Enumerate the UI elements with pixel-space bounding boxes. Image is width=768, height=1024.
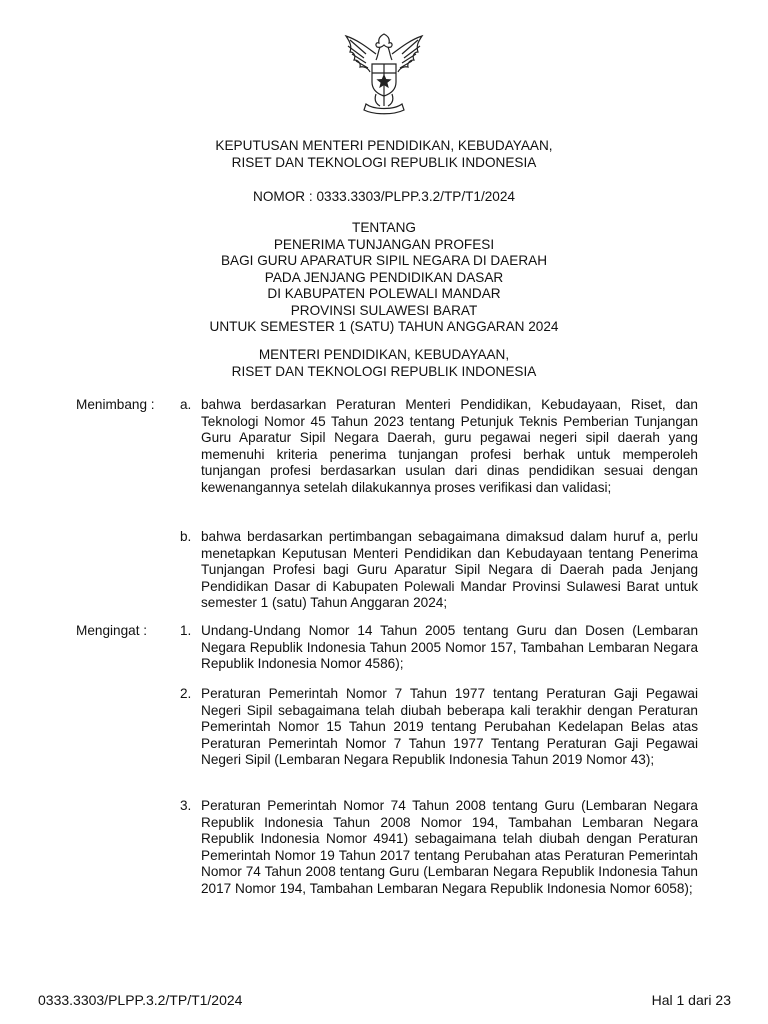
item-text: bahwa berdasarkan pertimbangan sebagaimana dimaksud dalam huruf a, perlu menetapkan Keputusan Menteri Pendidikan dan Kebudayaan tentang Penerima Tunjangan Profesi bagi Guru Aparatur Sipil Negara di Daerah pada Jenjang Pendidikan Dasar di Kabupaten Polewali Mandar Provinsi Sulawesi Barat untuk semester 1 (satu) Tahun Anggaran 2024;: [201, 529, 698, 610]
mengingat-item-1: [180, 623, 698, 673]
item-marker: 1.: [180, 623, 192, 638]
item-marker: a.: [180, 397, 192, 412]
tentang-line-1: TENTANG: [352, 220, 416, 235]
decree-title: [150, 138, 618, 171]
menteri-line-2: RISET DAN TEKNOLOGI REPUBLIK INDONESIA: [231, 363, 537, 379]
menimbang-label: Menimbang :: [76, 397, 155, 412]
tentang-line-3: BAGI GURU APARATUR SIPIL NEGARA DI DAERAH: [220, 253, 548, 268]
decree-number: [150, 189, 618, 206]
tentang-line-2: PENERIMA TUNJANGAN PROFESI: [273, 236, 495, 252]
menteri-line-1: MENTERI PENDIDIKAN, KEBUDAYAAN,: [258, 347, 510, 362]
tentang-line-7: UNTUK SEMESTER 1 (SATU) TAHUN ANGGARAN 2024: [209, 319, 559, 334]
footer-page-number: Hal 1 dari 23: [651, 992, 731, 1008]
item-text: Peraturan Pemerintah Nomor 7 Tahun 1977 tentang Peraturan Gaji Pegawai Negeri Sipil sebagaimana telah diubah beberapa kali terakhir dengan Peraturan Pemerintah Nomor 15 Tahun 2019 tentang Perubahan Kedelapan Belas atas Peraturan Pemerintah Nomor 7 Tahun 1977 Tentang Peraturan Gaji Pegawai Negeri Sipil (Lembaran Negara Republik Indonesia Tahun 2019 Nomor 43);: [201, 686, 698, 767]
tentang-line-5: DI KABUPATEN POLEWALI MANDAR: [267, 286, 501, 301]
tentang-line-4: PADA JENJANG PENDIDIKAN DASAR: [264, 269, 504, 285]
mengingat-item-3: [180, 798, 698, 897]
minister-heading: [150, 347, 618, 380]
garuda-emblem-icon: [336, 30, 432, 116]
tentang-line-6: PROVINSI SULAWESI BARAT: [290, 302, 478, 318]
nomor-line: NOMOR : 0333.3303/PLPP.3.2/TP/T1/2024: [253, 189, 515, 204]
title-line-2: RISET DAN TEKNOLOGI REPUBLIK INDONESIA: [231, 154, 537, 170]
item-text: Undang-Undang Nomor 14 Tahun 2005 tentang Guru dan Dosen (Lembaran Negara Republik Indonesia Tahun 2005 Nomor 157, Tambahan Lembaran Negara Republik Indonesia Nomor 4586);: [201, 623, 698, 671]
mengingat-label: Mengingat :: [76, 623, 148, 638]
item-marker: b.: [180, 529, 192, 544]
mengingat-item-2: [180, 686, 698, 769]
menimbang-item-a: [180, 397, 698, 496]
menimbang-item-b: [180, 529, 698, 612]
item-marker: 2.: [180, 686, 192, 701]
decree-subject: [150, 220, 618, 336]
item-text: Peraturan Pemerintah Nomor 74 Tahun 2008 tentang Guru (Lembaran Negara Republik Indonesia Tahun 2008 Nomor 194, Tambahan Lembaran Negara Republik Indonesia Nomor 4941) sebagaimana telah diubah dengan Peraturan Pemerintah Nomor 19 Tahun 2017 tentang Perubahan atas Peraturan Pemerintah Nomor 74 Tahun 2008 tentang Guru (Lembaran Negara Republik Indonesia Tahun 2017 Nomor 194, Tambahan Lembaran Negara Republik Indonesia Nomor 6058);: [201, 798, 698, 896]
item-marker: 3.: [180, 798, 192, 813]
footer-doc-number: 0333.3303/PLPP.3.2/TP/T1/2024: [38, 992, 243, 1008]
title-line-1: KEPUTUSAN MENTERI PENDIDIKAN, KEBUDAYAAN,: [215, 138, 553, 153]
item-text: bahwa berdasarkan Peraturan Menteri Pendidikan, Kebudayaan, Riset, dan Teknologi Nomor 45 Tahun 2023 tentang Petunjuk Teknis Pemberian Tunjangan Guru Aparatur Sipil Negara Daerah, guru pegawai negeri sipil daerah yang memenuhi kriteria penerima tunjangan profesi berhak untuk memperoleh tunjangan profesi berdasarkan usulan dari dinas pendidikan sesuai dengan kewenangannya setelah dilakukannya proses verifikasi dan validasi;: [201, 397, 698, 495]
